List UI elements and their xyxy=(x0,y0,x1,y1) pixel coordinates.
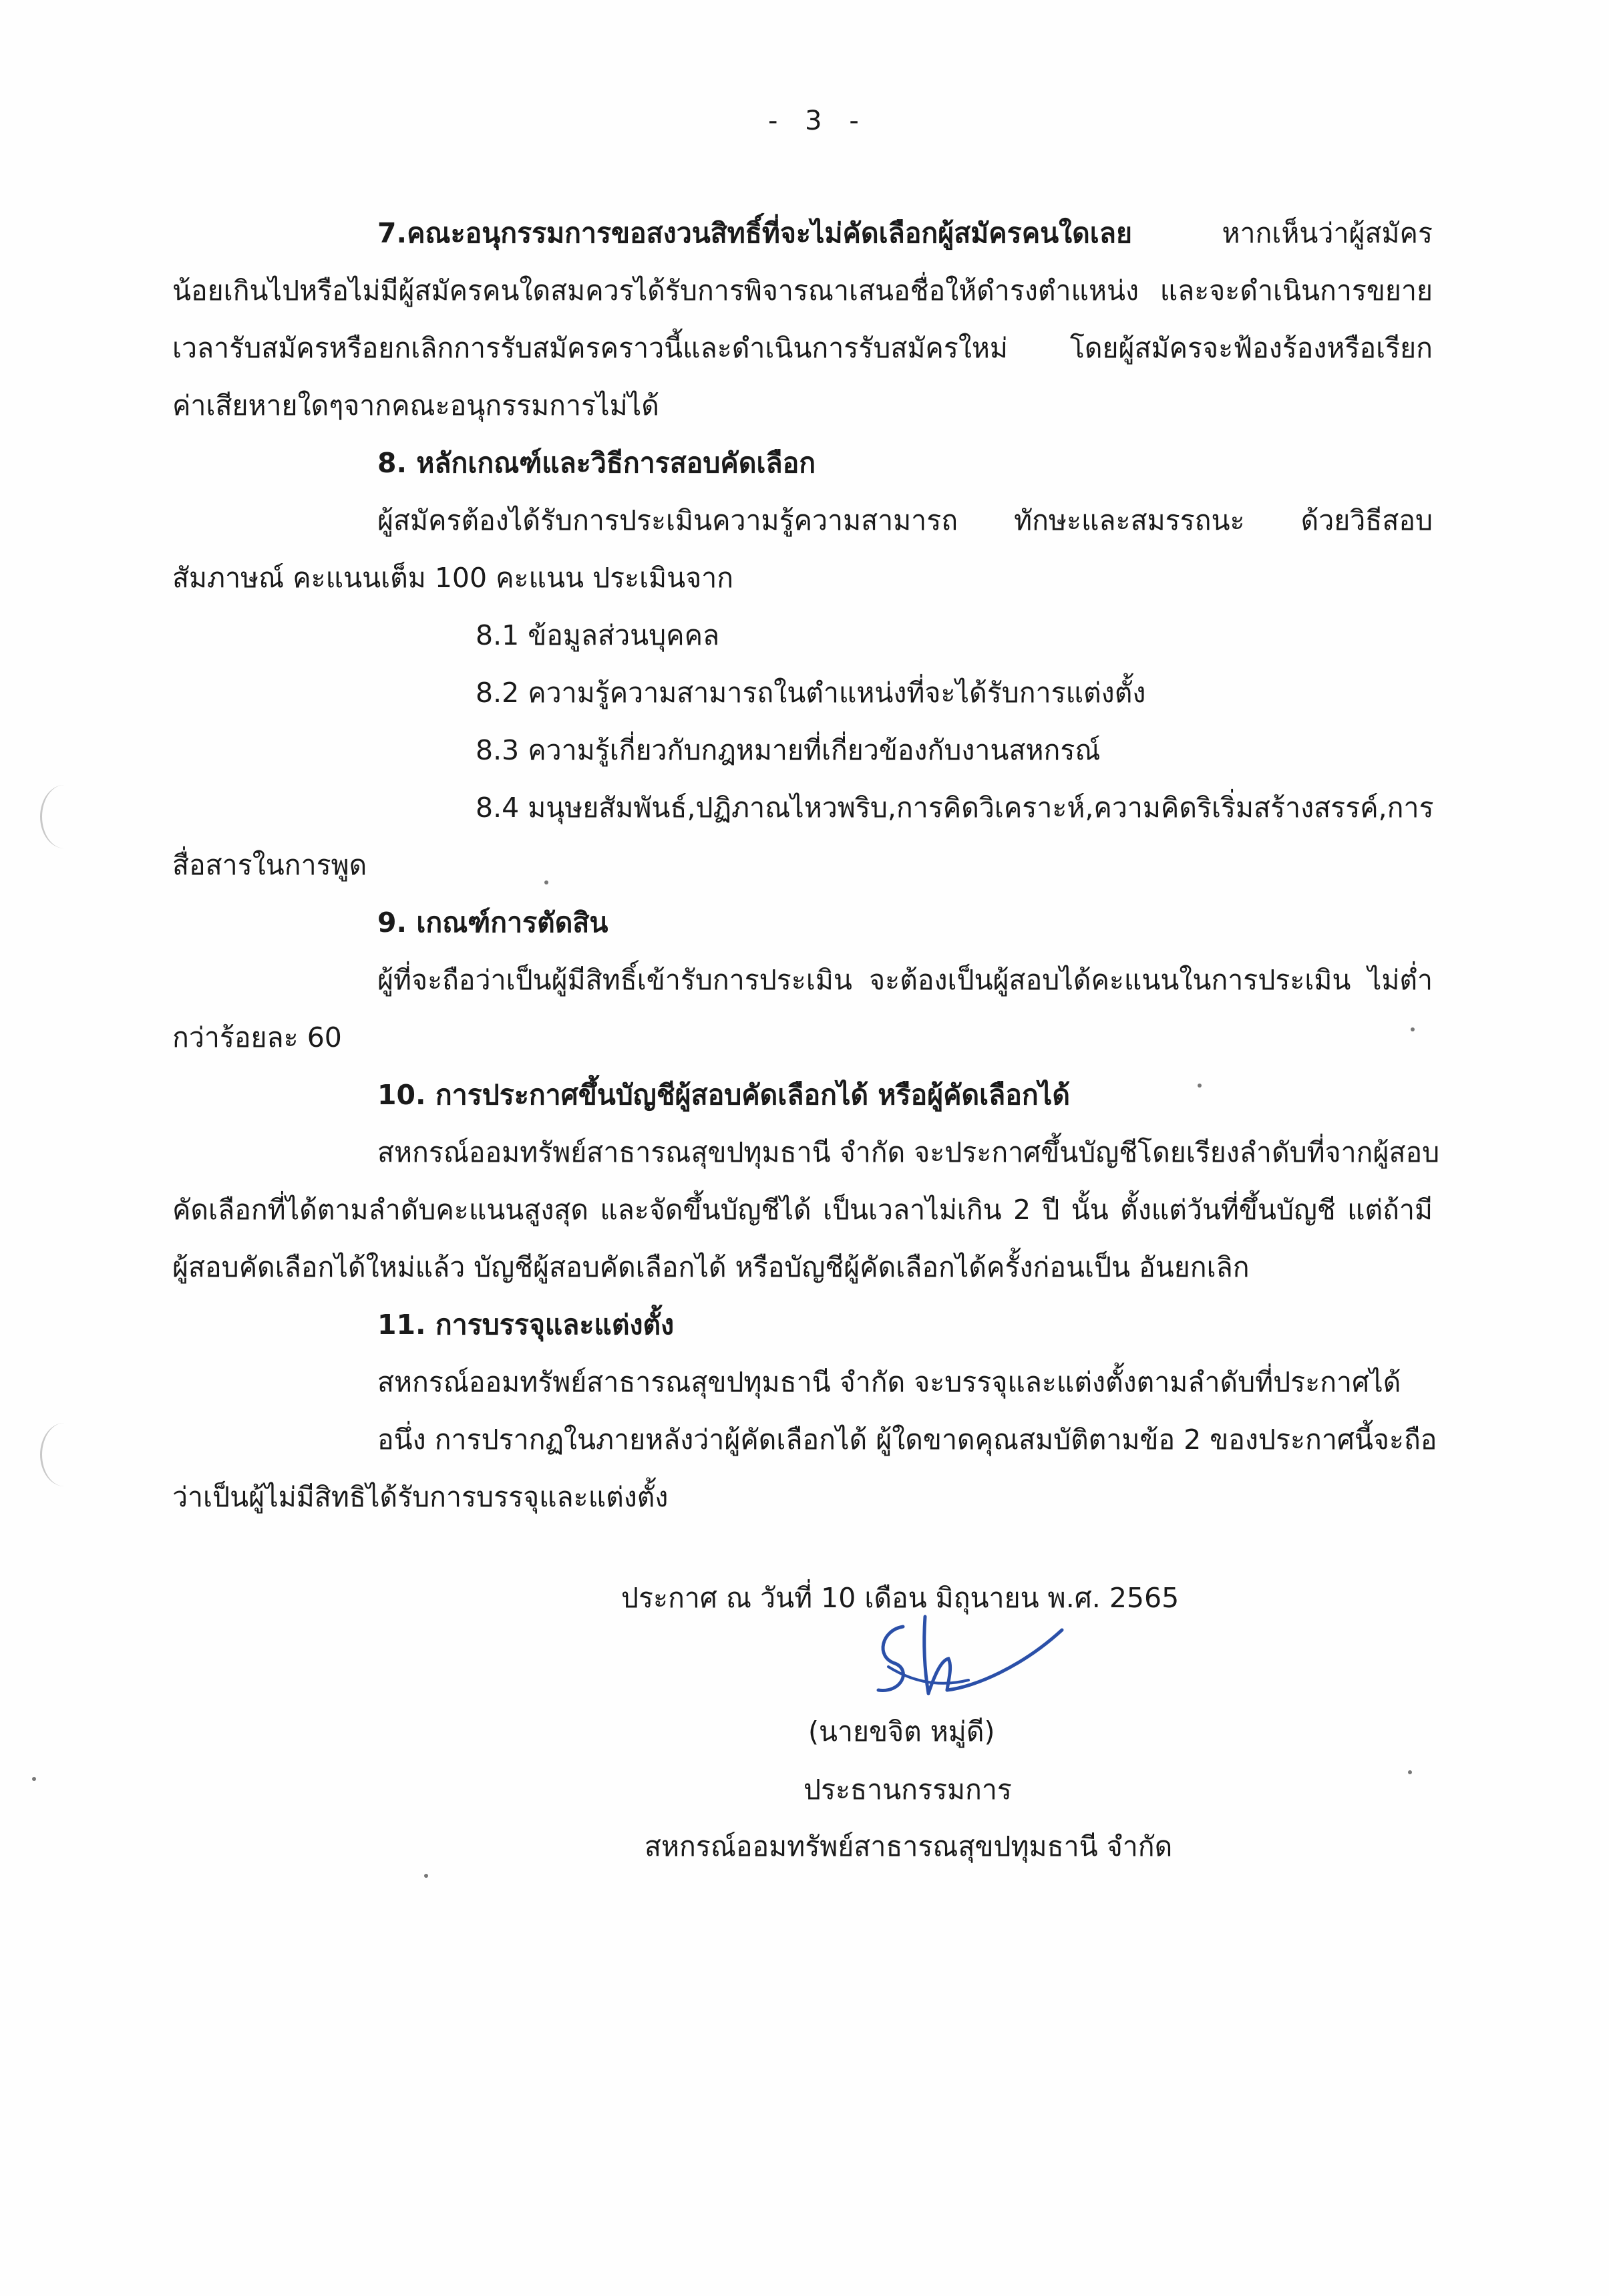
signature xyxy=(862,1600,1082,1720)
section8-line1: ผู้สมัครต้องได้รับการประเมินความรู้ความสามารถ ทักษะและสมรรถนะ ด้วยวิธีสอบ xyxy=(377,504,1433,536)
section10-line2: คัดเลือกที่ได้ตามลำดับคะแนนสูงสุด และจัดขึ้นบัญชีได้ เป็นเวลาไม่เกิน 2 ปี นั้น ตั้งแต่วันที่ขึ้นบัญชี แต่ถ้ามี xyxy=(172,1194,1433,1226)
section9-heading: 9. เกณฑ์การตัดสิน xyxy=(377,907,608,939)
section8-heading: 8. หลักเกณฑ์และวิธีการสอบคัดเลือก xyxy=(377,447,816,479)
section7-line3: เวลารับสมัครหรือยกเลิกการรับสมัครคราวนี้และดำเนินการรับสมัครใหม่ โดยผู้สมัครจะฟ้องร้องหรือเรียก xyxy=(172,332,1433,364)
section11-line1: สหกรณ์ออมทรัพย์สาธารณสุขปทุมธานี จำกัด จะบรรจุและแต่งตั้งตามลำดับที่ประกาศได้ xyxy=(377,1366,1401,1398)
section8-line2: สัมภาษณ์ คะแนนเต็ม 100 คะแนน ประเมินจาก xyxy=(172,562,734,594)
scan-speck xyxy=(544,880,548,884)
section9-line2: กว่าร้อยละ 60 xyxy=(172,1021,342,1053)
section11-line2: อนึ่ง การปรากฏในภายหลังว่าผู้คัดเลือกได้ ผู้ใดขาดคุณสมบัติตามข้อ 2 ของประกาศนี้จะถือ xyxy=(377,1424,1437,1456)
punch-hole-upper xyxy=(40,785,89,848)
section8-item-1: 8.1 ข้อมูลส่วนบุคคล xyxy=(476,619,720,651)
section9-line1: ผู้ที่จะถือว่าเป็นผู้มีสิทธิ์เข้ารับการประเมิน จะต้องเป็นผู้สอบได้คะแนนในการประเมิน ไม่ต่ำ xyxy=(377,964,1433,996)
scan-speck xyxy=(424,1874,428,1878)
scan-speck xyxy=(32,1777,36,1781)
section7-heading: 7.คณะอนุกรรมการขอสงวนสิทธิ์ที่จะไม่คัดเลือกผู้สมัครคนใดเลย xyxy=(377,217,1132,249)
section10-line1: สหกรณ์ออมทรัพย์สาธารณสุขปทุมธานี จำกัด จะประกาศขึ้นบัญชีโดยเรียงลำดับที่จากผู้สอบ xyxy=(377,1136,1440,1168)
section8-item-3: 8.3 ความรู้เกี่ยวกับกฎหมายที่เกี่ยวข้องกับงานสหกรณ์ xyxy=(476,734,1101,766)
signer-title: ประธานกรรมการ xyxy=(803,1774,1012,1806)
section7-line1-rest: หากเห็นว่าผู้สมัคร xyxy=(1222,217,1433,249)
section7-line4: ค่าเสียหายใดๆจากคณะอนุกรรมการไม่ได้ xyxy=(172,389,659,422)
page-number: - 3 - xyxy=(768,106,868,136)
announcement-date: ประกาศ ณ วันที่ 10 เดือน มิถุนายน พ.ศ. 2565 xyxy=(621,1582,1180,1614)
scan-speck xyxy=(1198,1084,1202,1088)
section10-line3: ผู้สอบคัดเลือกได้ใหม่แล้ว บัญชีผู้สอบคัดเลือกได้ หรือบัญชีผู้คัดเลือกได้ครั้งก่อนเป็น อันยกเลิก xyxy=(172,1251,1250,1283)
section11-heading: 11. การบรรจุและแต่งตั้ง xyxy=(377,1309,675,1341)
section11-line3: ว่าเป็นผู้ไม่มีสิทธิได้รับการบรรจุและแต่งตั้ง xyxy=(172,1481,669,1513)
section10-heading: 10. การประกาศขึ้นบัญชีผู้สอบคัดเลือกได้ หรือผู้คัดเลือกได้ xyxy=(377,1079,1070,1111)
organization-name: สหกรณ์ออมทรัพย์สาธารณสุขปทุมธานี จำกัด xyxy=(645,1830,1173,1862)
section7-line2: น้อยเกินไปหรือไม่มีผู้สมัครคนใดสมควรได้รับการพิจารณาเสนอชื่อให้ดำรงตำแหน่ง และจะดำเนินการขยาย xyxy=(172,275,1433,307)
section8-item-4: 8.4 มนุษยสัมพันธ์,ปฏิภาณไหวพริบ,การคิดวิเคราะห์,ความคิดริเริ่มสร้างสรรค์,การ xyxy=(476,792,1434,824)
scan-speck xyxy=(1408,1770,1412,1774)
scan-speck xyxy=(1411,1027,1415,1031)
section8-item-4-cont: สื่อสารในการพูด xyxy=(172,849,367,881)
punch-hole-lower xyxy=(40,1423,89,1486)
signer-name: (นายขจิต หมู่ดี) xyxy=(808,1715,995,1748)
section8-item-2: 8.2 ความรู้ความสามารถในตำแหน่งที่จะได้รับการแต่งตั้ง xyxy=(476,677,1146,709)
section7-line1 xyxy=(377,214,1433,253)
